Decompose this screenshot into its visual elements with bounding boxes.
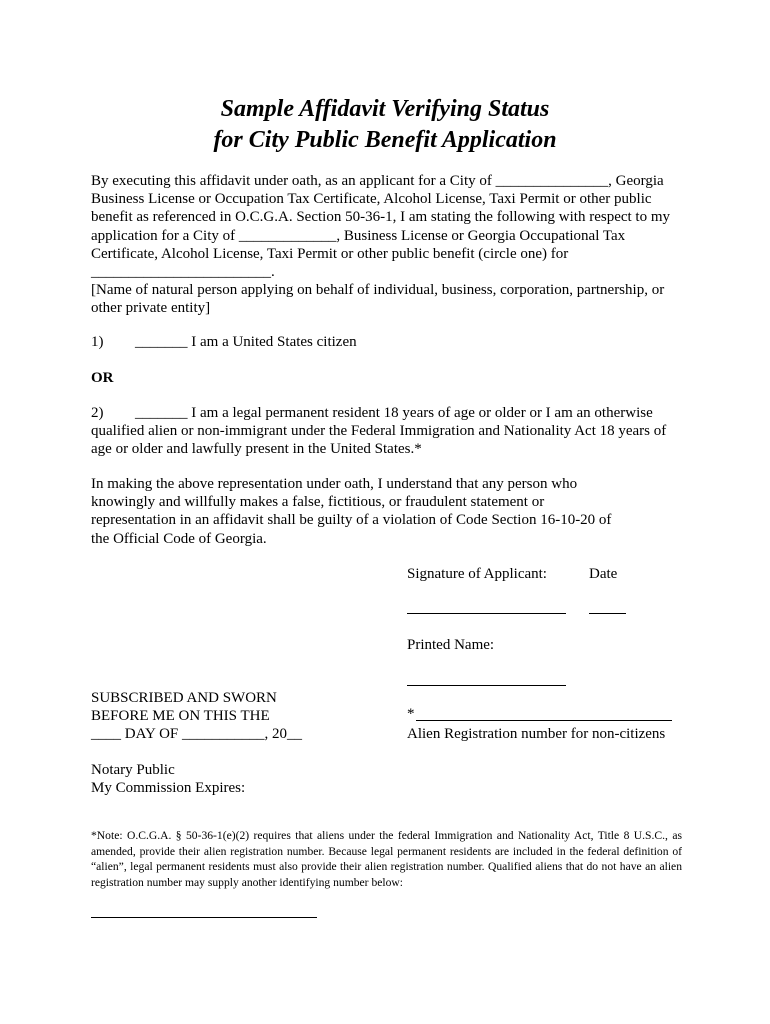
intro-paragraph	[91, 172, 683, 318]
date-label: Date	[589, 566, 618, 582]
sworn-day-date-line: ____ DAY OF ___________, 20__	[91, 726, 302, 742]
printed-name-label: Printed Name:	[407, 637, 495, 653]
option-2-line: age or older and lawfully present in the United States.*	[91, 441, 422, 457]
option-1-number: 1)	[91, 334, 104, 350]
oath-line: knowingly and willfully makes a false, fictitious, or fraudulent statement or	[91, 494, 545, 511]
oath-line: In making the above representation under oath, I understand that any person who	[91, 476, 578, 492]
document-title-line-1: Sample Affidavit Verifying Status	[220, 96, 550, 122]
notary-public-label: Notary Public	[91, 762, 175, 778]
option-2-line: _______ I am a legal permanent resident 18 years of age or older or I am an otherwise	[135, 405, 653, 421]
alien-registration-label: Alien Registration number for non-citizens	[407, 726, 666, 742]
sworn-line: BEFORE ME ON THIS THE	[91, 708, 270, 724]
signature-line[interactable]	[407, 613, 566, 614]
option-2-number: 2)	[91, 405, 104, 421]
alien-registration-line[interactable]	[416, 720, 672, 721]
applicant-name-blank: ________________________.	[91, 264, 275, 281]
option-2-line: qualified alien or non-immigrant under the Federal Immigration and Nationality Act 18 years of	[91, 423, 667, 439]
intro-line: Business License or Occupation Tax Certificate, Alcohol License, Taxi Permit or other public	[91, 191, 652, 208]
commission-expires-label: My Commission Expires:	[91, 780, 246, 796]
intro-line: Certificate, Alcohol License, Taxi Permit or other public benefit (circle one) for	[91, 245, 569, 262]
signature-of-applicant-label: Signature of Applicant:	[407, 566, 547, 582]
oath-paragraph	[91, 475, 683, 548]
printed-name-line[interactable]	[407, 685, 566, 686]
footnote: *Note: O.C.G.A. § 50-36-1(e)(2) requires that aliens under the federal Immigration and Nationality Act, Title 8 U.S.C., as amended, provide their alien registration number. Because legal permanent residents are included in the federal definition of “alien”, legal permanent residents must also provide their alien registration number. Qualified aliens that do not have an alien registration number may supply another identifying number below:	[91, 829, 682, 889]
identifying-number-line[interactable]	[91, 917, 317, 918]
intro-line: By executing this affidavit under oath, as an applicant for a City of _______________, Georgia	[91, 173, 664, 189]
intro-line: other private entity]	[91, 300, 211, 317]
oath-line: representation in an affidavit shall be guilty of a violation of Code Section 16-10-20 of	[91, 512, 612, 529]
intro-line: application for a City of _____________, Business License or Georgia Occupational Tax	[91, 227, 626, 244]
or-label: OR	[91, 370, 114, 386]
sworn-line: SUBSCRIBED AND SWORN	[91, 690, 277, 706]
date-line[interactable]	[589, 613, 626, 614]
document-title-line-2: for City Public Benefit Application	[213, 127, 557, 153]
option-1-citizen-statement: _______ I am a United States citizen	[135, 334, 357, 350]
alien-asterisk: *	[407, 706, 415, 722]
intro-line: benefit as referenced in O.C.G.A. Section 50-36-1, I am stating the following with respect to my	[91, 209, 671, 226]
oath-line: the Official Code of Georgia.	[91, 530, 267, 547]
intro-line: [Name of natural person applying on behalf of individual, business, corporation, partnership, or	[91, 282, 665, 299]
